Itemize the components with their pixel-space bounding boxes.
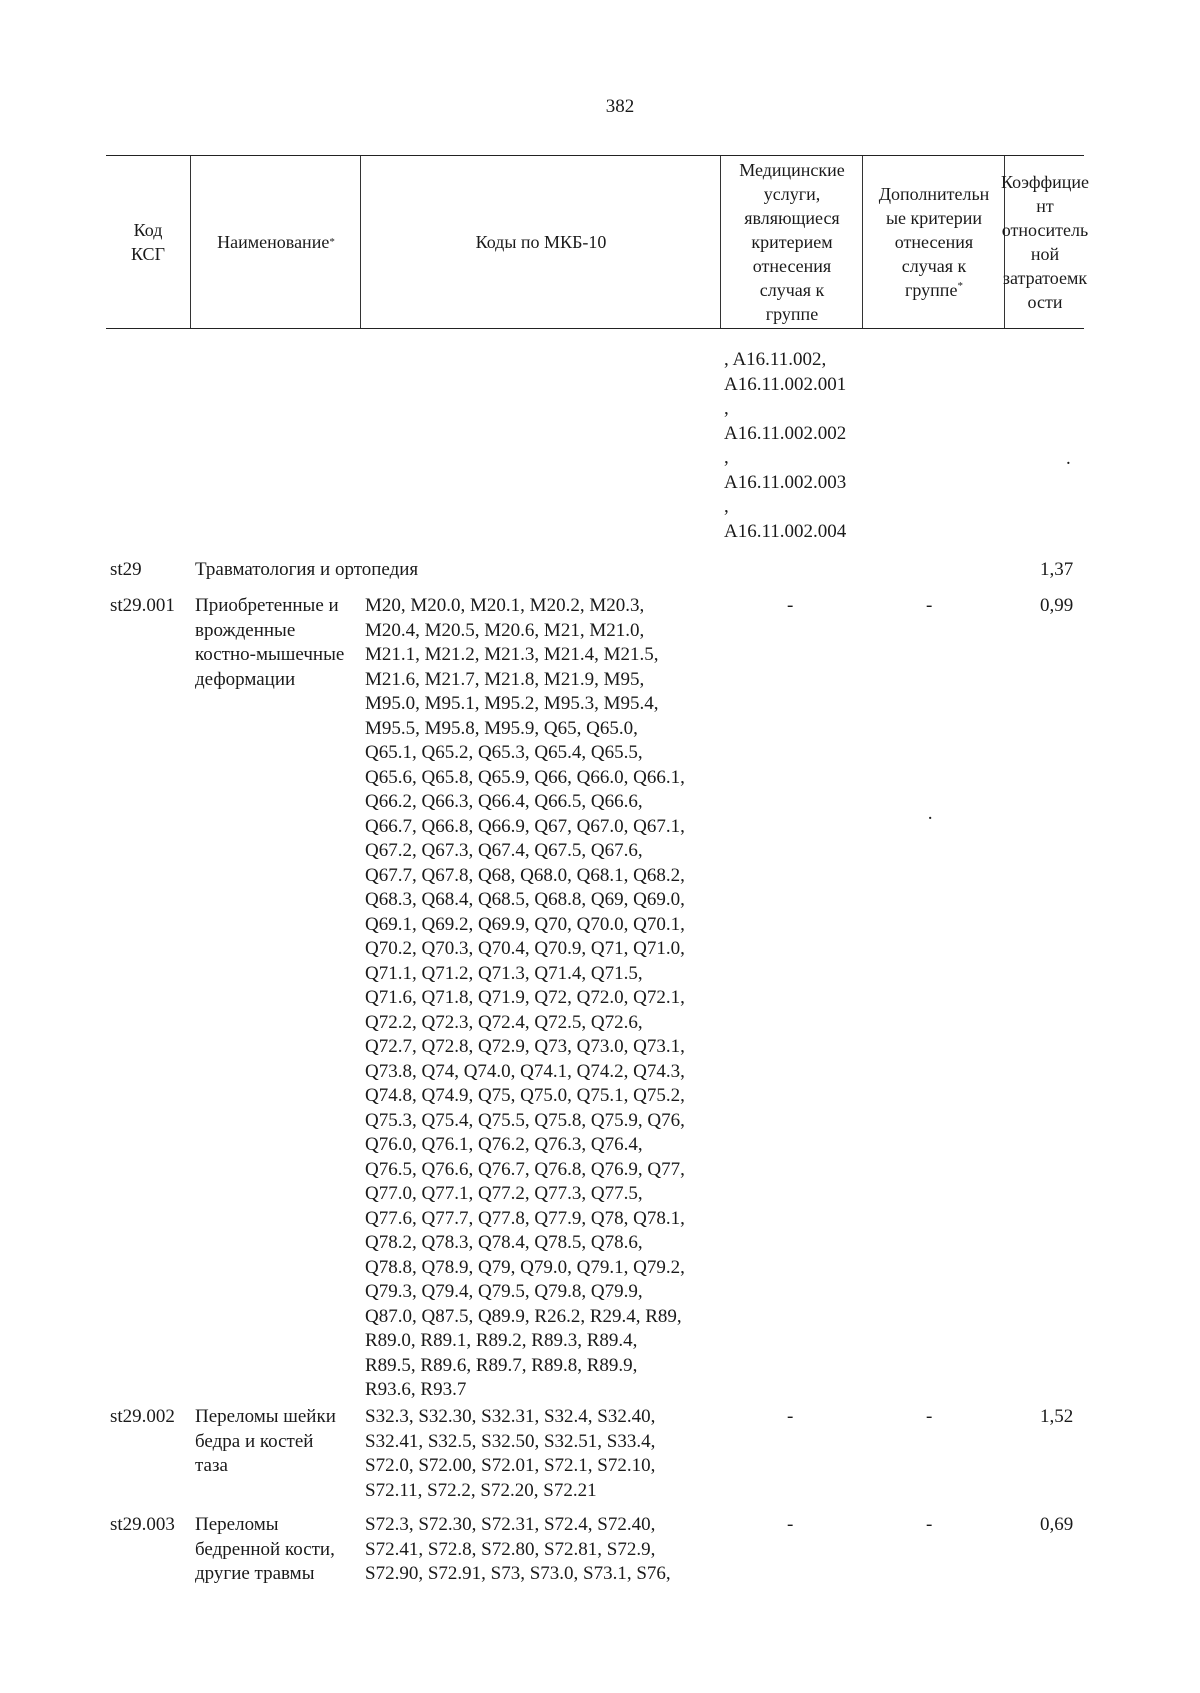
row-icd-codes: S72.3, S72.30, S72.31, S72.4, S72.40, S72.41, S72.8, S72.80, S72.81, S72.9, S72.90, S72.91, S73, S73.0, S73.1, S76, [365, 1514, 671, 1584]
header-extra-criteria [862, 156, 1005, 328]
stray-mark: . [1066, 448, 1071, 469]
header-code [106, 156, 190, 328]
header-extra-text: Дополнительн ые критерии отнесения случая к группе [878, 184, 990, 300]
row-coef: 0,99 [1040, 595, 1074, 616]
header-extra-mark: * [957, 280, 963, 292]
row-services: - [787, 1406, 794, 1427]
row-extra: - [926, 1514, 933, 1535]
continuation-services: , A16.11.002, A16.11.002.001 , A16.11.002.002 , A16.11.002.003 , A16.11.002.004 [724, 349, 847, 542]
row-name: Приобретенные и врожденные костно-мышечные деформации [195, 595, 345, 690]
row-coef: 1,52 [1040, 1406, 1074, 1427]
row-services: - [787, 1514, 794, 1535]
header-code-text: Код КСГ [131, 220, 165, 264]
header-coef-text: Коэффицие нт относитель ной затратоемк ости [1000, 172, 1090, 312]
row-name: Переломы бедренной кости, другие травмы [195, 1514, 335, 1584]
row-services: - [787, 595, 794, 616]
header-coefficient [1000, 156, 1090, 328]
row-coef: 0,69 [1040, 1514, 1074, 1535]
header-services [720, 156, 863, 328]
header-icd-text: Коды по МКБ-10 [475, 232, 607, 252]
table-header [106, 155, 1090, 329]
row-extra: - [926, 595, 933, 616]
header-name-text: Наименование [217, 232, 330, 252]
row-code: st29.002 [110, 1406, 175, 1427]
row-code: st29.003 [110, 1514, 175, 1535]
row-icd-codes: M20, M20.0, M20.1, M20.2, M20.3, M20.4, M20.5, M20.6, M21, M21.0, M21.1, M21.2, M21.3, M21.4, M21.5, M21.6, M21.7, M21.8, M21.9, M95, M95.0, M95.1, M95.2, M95.3, M95.4, M95.5, M95.8, M95.9, Q65, Q65.0, Q65.1, Q65.2, Q65.3, Q65.4, Q65.5, Q65.6, Q65.8, Q65.9, Q66, Q66.0, Q66.1, Q66.2, Q66.3, Q66.4, Q66.5, Q66.6, Q66.7, Q66.8, Q66.9, Q67, Q67.0, Q67.1, Q67.2, Q67.3, Q67.4, Q67.5, Q67.6, Q67.7, Q67.8, Q68, Q68.0, Q68.1, Q68.2, Q68.3, Q68.4, Q68.5, Q68.8, Q69, Q69.0, Q69.1, Q69.2, Q69.9, Q70, Q70.0, Q70.1, Q70.2, Q70.3, Q70.4, Q70.9, Q71, Q71.0, Q71.1, Q71.2, Q71.3, Q71.4, Q71.5, Q71.6, Q71.8, Q71.9, Q72, Q72.0, Q72.1, Q72.2, Q72.3, Q72.4, Q72.5, Q72.6, Q72.7, Q72.8, Q72.9, Q73, Q73.0, Q73.1, Q73.8, Q74, Q74.0, Q74.1, Q74.2, Q74.3, Q74.8, Q74.9, Q75, Q75.0, Q75.1, Q75.2, Q75.3, Q75.4, Q75.5, Q75.8, Q75.9, Q76, Q76.0, Q76.1, Q76.2, Q76.3, Q76.4, Q76.5, Q76.6, Q76.7, Q76.8, Q76.9, Q77, Q77.0, Q77.1, Q77.2, Q77.3, Q77.5, Q77.6, Q77.7, Q77.8, Q77.9, Q78, Q78.1, Q78.2, Q78.3, Q78.4, Q78.5, Q78.6, Q78.8, Q78.9, Q79, Q79.0, Q79.1, Q79.2, Q79.3, Q79.4, Q79.5, Q79.8, Q79.9, Q87.0, Q87.5, Q89.9, R26.2, R29.4, R89, R89.0, R89.1, R89.2, R89.3, R89.4, R89.5, R89.6, R89.7, R89.8, R89.9, R93.6, R93.7 [365, 595, 685, 1400]
stray-mark: · [927, 808, 934, 829]
row-coef: 1,37 [1040, 559, 1074, 580]
header-name: Наименование * [190, 156, 361, 328]
header-icd-codes [360, 156, 721, 328]
row-code: st29 [110, 559, 142, 580]
page-number: 382 [605, 96, 635, 117]
header-services-text: Медицинские услуги, являющиеся критерием отнесения случая к группе [739, 160, 845, 324]
row-name: Травматология и ортопедия [195, 559, 419, 580]
row-icd-codes: S32.3, S32.30, S32.31, S32.4, S32.40, S32.41, S32.5, S32.50, S32.51, S33.4, S72.0, S72.00, S72.01, S72.1, S72.10, S72.11, S72.2, S72.20, S72.21 [365, 1406, 656, 1501]
row-code: st29.001 [110, 595, 175, 616]
row-extra: - [926, 1406, 933, 1427]
row-name: Переломы шейки бедра и костей таза [195, 1406, 336, 1476]
